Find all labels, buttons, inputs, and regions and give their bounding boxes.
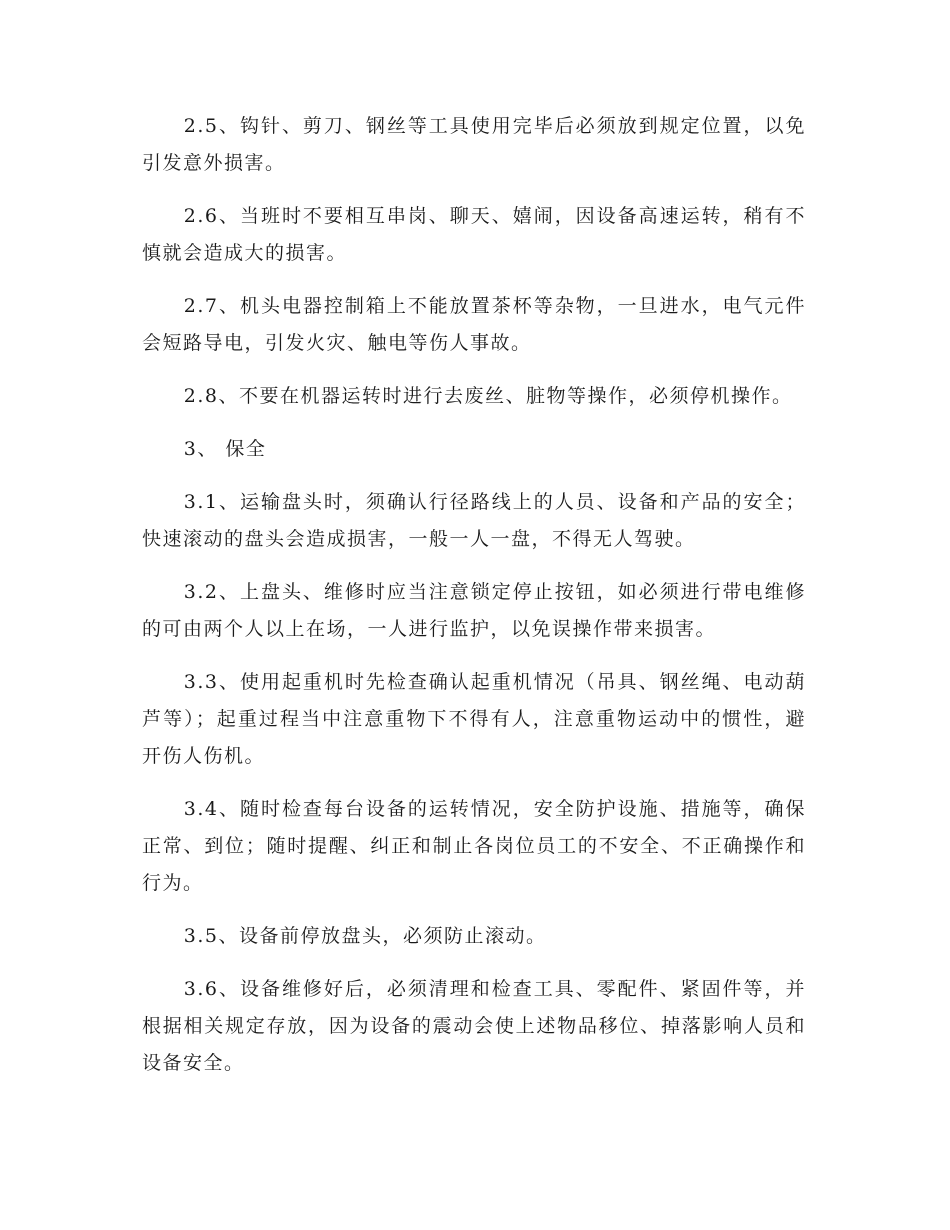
paragraph-2-6: 2.6、当班时不要相互串岗、聊天、嬉闹，因设备高速运转，稍有不慎就会造成大的损害。 — [142, 205, 806, 264]
paragraph-3-3: 3.3、使用起重机时先检查确认起重机情况（吊具、钢丝绳、电动葫芦等）；起重过程当中注意重物下不得有人，注意重物运动中的惯性，避开伤人伤机。 — [142, 671, 806, 767]
paragraph-3-5: 3.5、设备前停放盘头，必须防止滚动。 — [183, 925, 547, 947]
paragraph-2-5: 2.5、钩针、剪刀、钢丝等工具使用完毕后必须放到规定位置，以免引发意外损害。 — [142, 115, 806, 174]
paragraph-3-4: 3.4、随时检查每台设备的运转情况，安全防护设施、措施等，确保正常、到位；随时提醒、纠正和制止各岗位员工的不安全、不正确操作和行为。 — [142, 798, 806, 894]
paragraph-2-7: 2.7、机头电器控制箱上不能放置茶杯等杂物，一旦进水，电气元件会短路导电，引发火灾、触电等伤人事故。 — [142, 295, 806, 354]
section-heading-3: 3、 保全 — [183, 438, 267, 460]
paragraph-2-8: 2.8、不要在机器运转时进行去废丝、脏物等操作，必须停机操作。 — [183, 385, 793, 407]
paragraph-3-2: 3.2、上盘头、维修时应当注意锁定停止按钮，如必须进行带电维修的可由两个人以上在场，一人进行监护，以免误操作带来损害。 — [142, 581, 806, 640]
paragraph-3-6: 3.6、设备维修好后，必须清理和检查工具、零配件、紧固件等，并根据相关规定存放，因为设备的震动会使上述物品移位、掉落影响人员和设备安全。 — [142, 978, 806, 1074]
document-body — [142, 108, 806, 1098]
paragraph-3-1: 3.1、运输盘头时，须确认行径路线上的人员、设备和产品的安全；快速滚动的盘头会造成损害，一般一人一盘，不得无人驾驶。 — [142, 491, 806, 550]
